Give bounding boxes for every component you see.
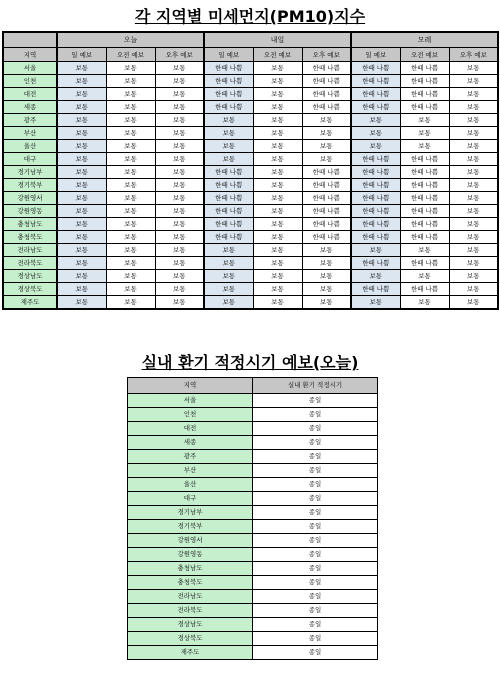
forecast-cell: 한때 나쁨 bbox=[351, 283, 400, 296]
forecast-cell: 보통 bbox=[351, 244, 400, 257]
day-header-today: 오늘 bbox=[57, 32, 204, 48]
vent-region-cell: 광주 bbox=[128, 450, 253, 464]
ventilation-table bbox=[127, 377, 378, 660]
table-row bbox=[3, 62, 498, 75]
forecast-cell: 한때 나쁨 bbox=[400, 205, 449, 218]
forecast-cell: 보통 bbox=[449, 88, 498, 101]
forecast-cell: 보통 bbox=[106, 270, 155, 283]
forecast-cell: 보통 bbox=[253, 88, 302, 101]
region-cell: 강원영서 bbox=[3, 192, 57, 205]
forecast-cell: 보통 bbox=[449, 244, 498, 257]
region-cell: 부산 bbox=[3, 127, 57, 140]
forecast-cell: 보통 bbox=[106, 257, 155, 270]
forecast-cell: 한때 나쁨 bbox=[351, 88, 400, 101]
forecast-cell: 보통 bbox=[57, 62, 106, 75]
forecast-cell: 한때 나쁨 bbox=[400, 283, 449, 296]
forecast-cell: 보통 bbox=[449, 283, 498, 296]
forecast-cell: 보통 bbox=[155, 127, 204, 140]
forecast-cell: 보통 bbox=[204, 257, 253, 270]
forecast-cell: 한때 나쁨 bbox=[302, 205, 351, 218]
region-cell: 서울 bbox=[3, 62, 57, 75]
sub-header-2-1: 오전 예보 bbox=[400, 48, 449, 62]
forecast-cell: 보통 bbox=[302, 270, 351, 283]
vent-time-cell: 종일 bbox=[253, 436, 378, 450]
vent-region-cell: 강원영동 bbox=[128, 548, 253, 562]
table-row bbox=[128, 548, 378, 562]
forecast-cell: 보통 bbox=[449, 75, 498, 88]
forecast-cell: 한때 나쁨 bbox=[204, 192, 253, 205]
forecast-cell: 보통 bbox=[106, 62, 155, 75]
forecast-cell: 한때 나쁨 bbox=[351, 218, 400, 231]
sub-header-1-2: 오후 예보 bbox=[302, 48, 351, 62]
forecast-cell: 보통 bbox=[204, 283, 253, 296]
vent-time-cell: 종일 bbox=[253, 478, 378, 492]
forecast-cell: 한때 나쁨 bbox=[302, 62, 351, 75]
forecast-cell: 보통 bbox=[400, 270, 449, 283]
forecast-cell: 보통 bbox=[57, 75, 106, 88]
forecast-cell: 보통 bbox=[204, 127, 253, 140]
forecast-cell: 보통 bbox=[449, 140, 498, 153]
table-row bbox=[128, 506, 378, 520]
table-row bbox=[3, 270, 498, 283]
forecast-cell: 보통 bbox=[253, 140, 302, 153]
region-cell: 광주 bbox=[3, 114, 57, 127]
forecast-cell: 보통 bbox=[204, 296, 253, 310]
forecast-cell: 한때 나쁨 bbox=[302, 179, 351, 192]
forecast-cell: 보통 bbox=[302, 140, 351, 153]
forecast-cell: 한때 나쁨 bbox=[400, 88, 449, 101]
forecast-cell: 보통 bbox=[253, 231, 302, 244]
vent-time-cell: 종일 bbox=[253, 562, 378, 576]
region-cell: 경기남부 bbox=[3, 166, 57, 179]
table-row bbox=[3, 283, 498, 296]
region-cell: 인천 bbox=[3, 75, 57, 88]
forecast-cell: 보통 bbox=[302, 244, 351, 257]
forecast-cell: 보통 bbox=[253, 179, 302, 192]
table-row bbox=[128, 562, 378, 576]
forecast-cell: 보통 bbox=[253, 205, 302, 218]
forecast-cell: 한때 나쁨 bbox=[400, 218, 449, 231]
vent-time-cell: 종일 bbox=[253, 394, 378, 408]
forecast-cell: 보통 bbox=[57, 166, 106, 179]
vent-region-cell: 울산 bbox=[128, 478, 253, 492]
forecast-cell: 보통 bbox=[253, 127, 302, 140]
vent-region-cell: 대구 bbox=[128, 492, 253, 506]
forecast-cell: 보통 bbox=[155, 153, 204, 166]
table-row bbox=[3, 244, 498, 257]
forecast-cell: 한때 나쁨 bbox=[302, 75, 351, 88]
forecast-cell: 보통 bbox=[106, 231, 155, 244]
table-row bbox=[128, 604, 378, 618]
forecast-cell: 한때 나쁨 bbox=[400, 101, 449, 114]
forecast-cell: 보통 bbox=[449, 218, 498, 231]
forecast-cell: 한때 나쁨 bbox=[204, 62, 253, 75]
forecast-cell: 한때 나쁨 bbox=[400, 192, 449, 205]
vent-region-cell: 전라북도 bbox=[128, 604, 253, 618]
sub-header-2-0: 일 예보 bbox=[351, 48, 400, 62]
forecast-cell: 보통 bbox=[57, 257, 106, 270]
vent-region-cell: 경기북부 bbox=[128, 520, 253, 534]
forecast-cell: 보통 bbox=[155, 205, 204, 218]
forecast-cell: 보통 bbox=[449, 296, 498, 310]
forecast-cell: 한때 나쁨 bbox=[302, 166, 351, 179]
region-cell: 경상남도 bbox=[3, 270, 57, 283]
forecast-cell: 보통 bbox=[57, 153, 106, 166]
table-row bbox=[3, 192, 498, 205]
region-cell: 경기북부 bbox=[3, 179, 57, 192]
forecast-cell: 한때 나쁨 bbox=[204, 231, 253, 244]
vent-time-cell: 종일 bbox=[253, 618, 378, 632]
vent-time-cell: 종일 bbox=[253, 408, 378, 422]
forecast-cell: 한때 나쁨 bbox=[302, 231, 351, 244]
vent-region-cell: 부산 bbox=[128, 464, 253, 478]
table-row bbox=[128, 534, 378, 548]
vent-time-cell: 종일 bbox=[253, 604, 378, 618]
forecast-cell: 한때 나쁨 bbox=[204, 179, 253, 192]
forecast-cell: 보통 bbox=[57, 179, 106, 192]
vent-time-cell: 종일 bbox=[253, 520, 378, 534]
forecast-cell: 보통 bbox=[155, 257, 204, 270]
pm10-title: 각 지역별 미세먼지(PM10)지수 bbox=[134, 7, 366, 26]
forecast-cell: 보통 bbox=[155, 101, 204, 114]
forecast-cell: 보통 bbox=[155, 283, 204, 296]
sub-header-0-0: 일 예보 bbox=[57, 48, 106, 62]
forecast-cell: 한때 나쁨 bbox=[400, 231, 449, 244]
forecast-cell: 보통 bbox=[449, 114, 498, 127]
vent-time-cell: 종일 bbox=[253, 646, 378, 660]
forecast-cell: 보통 bbox=[155, 218, 204, 231]
forecast-cell: 보통 bbox=[57, 270, 106, 283]
forecast-cell: 한때 나쁨 bbox=[400, 179, 449, 192]
forecast-cell: 보통 bbox=[253, 257, 302, 270]
table-row bbox=[128, 576, 378, 590]
region-cell: 대전 bbox=[3, 88, 57, 101]
forecast-cell: 보통 bbox=[302, 153, 351, 166]
forecast-cell: 보통 bbox=[204, 270, 253, 283]
forecast-cell: 보통 bbox=[253, 283, 302, 296]
forecast-cell: 보통 bbox=[57, 101, 106, 114]
forecast-cell: 보통 bbox=[351, 140, 400, 153]
vent-region-cell: 충청남도 bbox=[128, 562, 253, 576]
forecast-cell: 보통 bbox=[449, 270, 498, 283]
forecast-cell: 한때 나쁨 bbox=[400, 257, 449, 270]
forecast-cell: 보통 bbox=[351, 114, 400, 127]
forecast-cell: 보통 bbox=[449, 127, 498, 140]
sub-header-0-2: 오후 예보 bbox=[155, 48, 204, 62]
forecast-cell: 한때 나쁨 bbox=[351, 101, 400, 114]
table-row bbox=[3, 140, 498, 153]
forecast-cell: 보통 bbox=[253, 244, 302, 257]
region-cell: 제주도 bbox=[3, 296, 57, 310]
table-row bbox=[128, 590, 378, 604]
forecast-cell: 보통 bbox=[155, 244, 204, 257]
region-header-blank bbox=[3, 32, 57, 48]
table-row bbox=[128, 520, 378, 534]
table-row bbox=[3, 101, 498, 114]
table-row bbox=[3, 179, 498, 192]
forecast-cell: 한때 나쁨 bbox=[302, 88, 351, 101]
forecast-cell: 보통 bbox=[155, 231, 204, 244]
region-cell: 충청남도 bbox=[3, 218, 57, 231]
table-row bbox=[3, 166, 498, 179]
forecast-cell: 보통 bbox=[302, 257, 351, 270]
forecast-cell: 보통 bbox=[400, 244, 449, 257]
vent-time-cell: 종일 bbox=[253, 534, 378, 548]
forecast-cell: 보통 bbox=[106, 101, 155, 114]
forecast-cell: 한때 나쁨 bbox=[204, 101, 253, 114]
table-row bbox=[128, 632, 378, 646]
vent-region-cell: 대전 bbox=[128, 422, 253, 436]
forecast-cell: 보통 bbox=[155, 166, 204, 179]
forecast-cell: 보통 bbox=[449, 231, 498, 244]
forecast-cell: 보통 bbox=[57, 205, 106, 218]
forecast-cell: 보통 bbox=[253, 62, 302, 75]
forecast-cell: 보통 bbox=[57, 88, 106, 101]
forecast-cell: 한때 나쁨 bbox=[204, 205, 253, 218]
vent-region-cell: 강원영서 bbox=[128, 534, 253, 548]
table-row bbox=[128, 422, 378, 436]
table-row bbox=[128, 436, 378, 450]
forecast-cell: 보통 bbox=[106, 218, 155, 231]
forecast-cell: 한때 나쁨 bbox=[351, 179, 400, 192]
forecast-cell: 보통 bbox=[253, 270, 302, 283]
forecast-cell: 보통 bbox=[449, 205, 498, 218]
vent-region-cell: 경상남도 bbox=[128, 618, 253, 632]
forecast-cell: 보통 bbox=[351, 296, 400, 310]
table-row bbox=[3, 153, 498, 166]
forecast-cell: 한때 나쁨 bbox=[400, 153, 449, 166]
forecast-cell: 한때 나쁨 bbox=[204, 166, 253, 179]
forecast-cell: 보통 bbox=[57, 192, 106, 205]
vent-region-header: 지역 bbox=[128, 378, 253, 394]
forecast-cell: 보통 bbox=[155, 75, 204, 88]
forecast-cell: 보통 bbox=[106, 192, 155, 205]
forecast-cell: 보통 bbox=[155, 296, 204, 310]
region-cell: 충청북도 bbox=[3, 231, 57, 244]
sub-header-2-2: 오후 예보 bbox=[449, 48, 498, 62]
forecast-cell: 보통 bbox=[351, 127, 400, 140]
region-cell: 전라북도 bbox=[3, 257, 57, 270]
forecast-cell: 보통 bbox=[106, 166, 155, 179]
sub-header-1-0: 일 예보 bbox=[204, 48, 253, 62]
table-row bbox=[128, 492, 378, 506]
vent-time-cell: 종일 bbox=[253, 492, 378, 506]
forecast-cell: 한때 나쁨 bbox=[302, 192, 351, 205]
day-header-tomorrow: 내일 bbox=[204, 32, 351, 48]
vent-time-header: 실내 환기 적정시기 bbox=[253, 378, 378, 394]
forecast-cell: 한때 나쁨 bbox=[351, 192, 400, 205]
forecast-cell: 보통 bbox=[106, 205, 155, 218]
forecast-cell: 보통 bbox=[106, 283, 155, 296]
forecast-cell: 보통 bbox=[302, 283, 351, 296]
sub-header-0-1: 오전 예보 bbox=[106, 48, 155, 62]
vent-time-cell: 종일 bbox=[253, 422, 378, 436]
forecast-cell: 보통 bbox=[106, 75, 155, 88]
forecast-cell: 보통 bbox=[449, 192, 498, 205]
vent-region-cell: 충청북도 bbox=[128, 576, 253, 590]
vent-region-cell: 경기남부 bbox=[128, 506, 253, 520]
forecast-cell: 보통 bbox=[253, 101, 302, 114]
forecast-cell: 보통 bbox=[302, 127, 351, 140]
forecast-cell: 보통 bbox=[253, 166, 302, 179]
vent-time-cell: 종일 bbox=[253, 506, 378, 520]
forecast-cell: 보통 bbox=[253, 75, 302, 88]
forecast-cell: 보통 bbox=[57, 140, 106, 153]
forecast-cell: 보통 bbox=[400, 140, 449, 153]
forecast-cell: 한때 나쁨 bbox=[302, 218, 351, 231]
forecast-cell: 한때 나쁨 bbox=[204, 75, 253, 88]
forecast-cell: 보통 bbox=[204, 244, 253, 257]
forecast-cell: 보통 bbox=[155, 192, 204, 205]
table-row bbox=[128, 394, 378, 408]
forecast-cell: 보통 bbox=[155, 179, 204, 192]
forecast-cell: 보통 bbox=[106, 127, 155, 140]
vent-region-cell: 경상북도 bbox=[128, 632, 253, 646]
vent-time-cell: 종일 bbox=[253, 450, 378, 464]
forecast-cell: 보통 bbox=[57, 218, 106, 231]
table-row bbox=[3, 231, 498, 244]
forecast-cell: 보통 bbox=[449, 257, 498, 270]
forecast-cell: 보통 bbox=[449, 62, 498, 75]
forecast-cell: 보통 bbox=[400, 114, 449, 127]
forecast-cell: 보통 bbox=[400, 296, 449, 310]
forecast-cell: 한때 나쁨 bbox=[400, 166, 449, 179]
forecast-cell: 보통 bbox=[57, 231, 106, 244]
forecast-cell: 보통 bbox=[253, 296, 302, 310]
region-cell: 강원영동 bbox=[3, 205, 57, 218]
table-row bbox=[3, 296, 498, 310]
forecast-cell: 보통 bbox=[204, 140, 253, 153]
forecast-cell: 보통 bbox=[106, 244, 155, 257]
forecast-cell: 한때 나쁨 bbox=[204, 88, 253, 101]
table-row bbox=[128, 450, 378, 464]
vent-time-cell: 종일 bbox=[253, 632, 378, 646]
forecast-cell: 보통 bbox=[57, 244, 106, 257]
forecast-cell: 보통 bbox=[57, 127, 106, 140]
vent-region-cell: 세종 bbox=[128, 436, 253, 450]
forecast-cell: 보통 bbox=[106, 114, 155, 127]
forecast-cell: 보통 bbox=[400, 127, 449, 140]
forecast-cell: 보통 bbox=[155, 62, 204, 75]
forecast-cell: 한때 나쁨 bbox=[204, 218, 253, 231]
forecast-cell: 한때 나쁨 bbox=[351, 205, 400, 218]
forecast-cell: 한때 나쁨 bbox=[351, 75, 400, 88]
forecast-cell: 한때 나쁨 bbox=[351, 231, 400, 244]
day-header-day-after: 모레 bbox=[351, 32, 498, 48]
forecast-cell: 보통 bbox=[155, 114, 204, 127]
forecast-cell: 보통 bbox=[106, 140, 155, 153]
forecast-cell: 보통 bbox=[449, 153, 498, 166]
forecast-cell: 보통 bbox=[204, 153, 253, 166]
table-row bbox=[128, 646, 378, 660]
forecast-cell: 한때 나쁨 bbox=[351, 257, 400, 270]
table-row bbox=[3, 218, 498, 231]
forecast-cell: 한때 나쁨 bbox=[351, 62, 400, 75]
vent-region-cell: 인천 bbox=[128, 408, 253, 422]
vent-region-cell: 서울 bbox=[128, 394, 253, 408]
vent-time-cell: 종일 bbox=[253, 590, 378, 604]
forecast-cell: 보통 bbox=[253, 153, 302, 166]
vent-time-cell: 종일 bbox=[253, 548, 378, 562]
table-row bbox=[3, 114, 498, 127]
forecast-cell: 한때 나쁨 bbox=[351, 166, 400, 179]
vent-time-cell: 종일 bbox=[253, 576, 378, 590]
forecast-cell: 보통 bbox=[106, 296, 155, 310]
forecast-cell: 보통 bbox=[351, 270, 400, 283]
pm10-forecast-table bbox=[2, 31, 499, 310]
table-row bbox=[128, 464, 378, 478]
forecast-cell: 보통 bbox=[57, 114, 106, 127]
forecast-cell: 보통 bbox=[57, 283, 106, 296]
table-row bbox=[3, 205, 498, 218]
table-row bbox=[3, 127, 498, 140]
forecast-cell: 보통 bbox=[106, 88, 155, 101]
forecast-cell: 보통 bbox=[155, 88, 204, 101]
forecast-cell: 보통 bbox=[57, 296, 106, 310]
forecast-cell: 보통 bbox=[449, 166, 498, 179]
table-row bbox=[128, 408, 378, 422]
forecast-cell: 한때 나쁨 bbox=[400, 62, 449, 75]
forecast-cell: 보통 bbox=[302, 296, 351, 310]
forecast-cell: 보통 bbox=[253, 192, 302, 205]
table-row bbox=[128, 618, 378, 632]
forecast-cell: 보통 bbox=[155, 270, 204, 283]
forecast-cell: 보통 bbox=[449, 179, 498, 192]
region-cell: 경상북도 bbox=[3, 283, 57, 296]
sub-header-1-1: 오전 예보 bbox=[253, 48, 302, 62]
forecast-cell: 보통 bbox=[106, 153, 155, 166]
forecast-cell: 보통 bbox=[449, 101, 498, 114]
table-row bbox=[3, 88, 498, 101]
region-cell: 대구 bbox=[3, 153, 57, 166]
region-cell: 울산 bbox=[3, 140, 57, 153]
forecast-cell: 보통 bbox=[302, 114, 351, 127]
forecast-cell: 보통 bbox=[106, 179, 155, 192]
table-row bbox=[128, 478, 378, 492]
forecast-cell: 한때 나쁨 bbox=[351, 153, 400, 166]
forecast-cell: 보통 bbox=[155, 140, 204, 153]
vent-region-cell: 전라남도 bbox=[128, 590, 253, 604]
region-cell: 세종 bbox=[3, 101, 57, 114]
ventilation-title: 실내 환기 적정시기 예보(오늘) bbox=[141, 353, 359, 372]
region-column-header: 지역 bbox=[3, 48, 57, 62]
forecast-cell: 보통 bbox=[253, 114, 302, 127]
forecast-cell: 한때 나쁨 bbox=[400, 75, 449, 88]
table-row bbox=[3, 257, 498, 270]
forecast-cell: 보통 bbox=[204, 114, 253, 127]
vent-time-cell: 종일 bbox=[253, 464, 378, 478]
forecast-cell: 보통 bbox=[253, 218, 302, 231]
forecast-cell: 한때 나쁨 bbox=[302, 101, 351, 114]
region-cell: 전라남도 bbox=[3, 244, 57, 257]
table-row bbox=[3, 75, 498, 88]
vent-region-cell: 제주도 bbox=[128, 646, 253, 660]
